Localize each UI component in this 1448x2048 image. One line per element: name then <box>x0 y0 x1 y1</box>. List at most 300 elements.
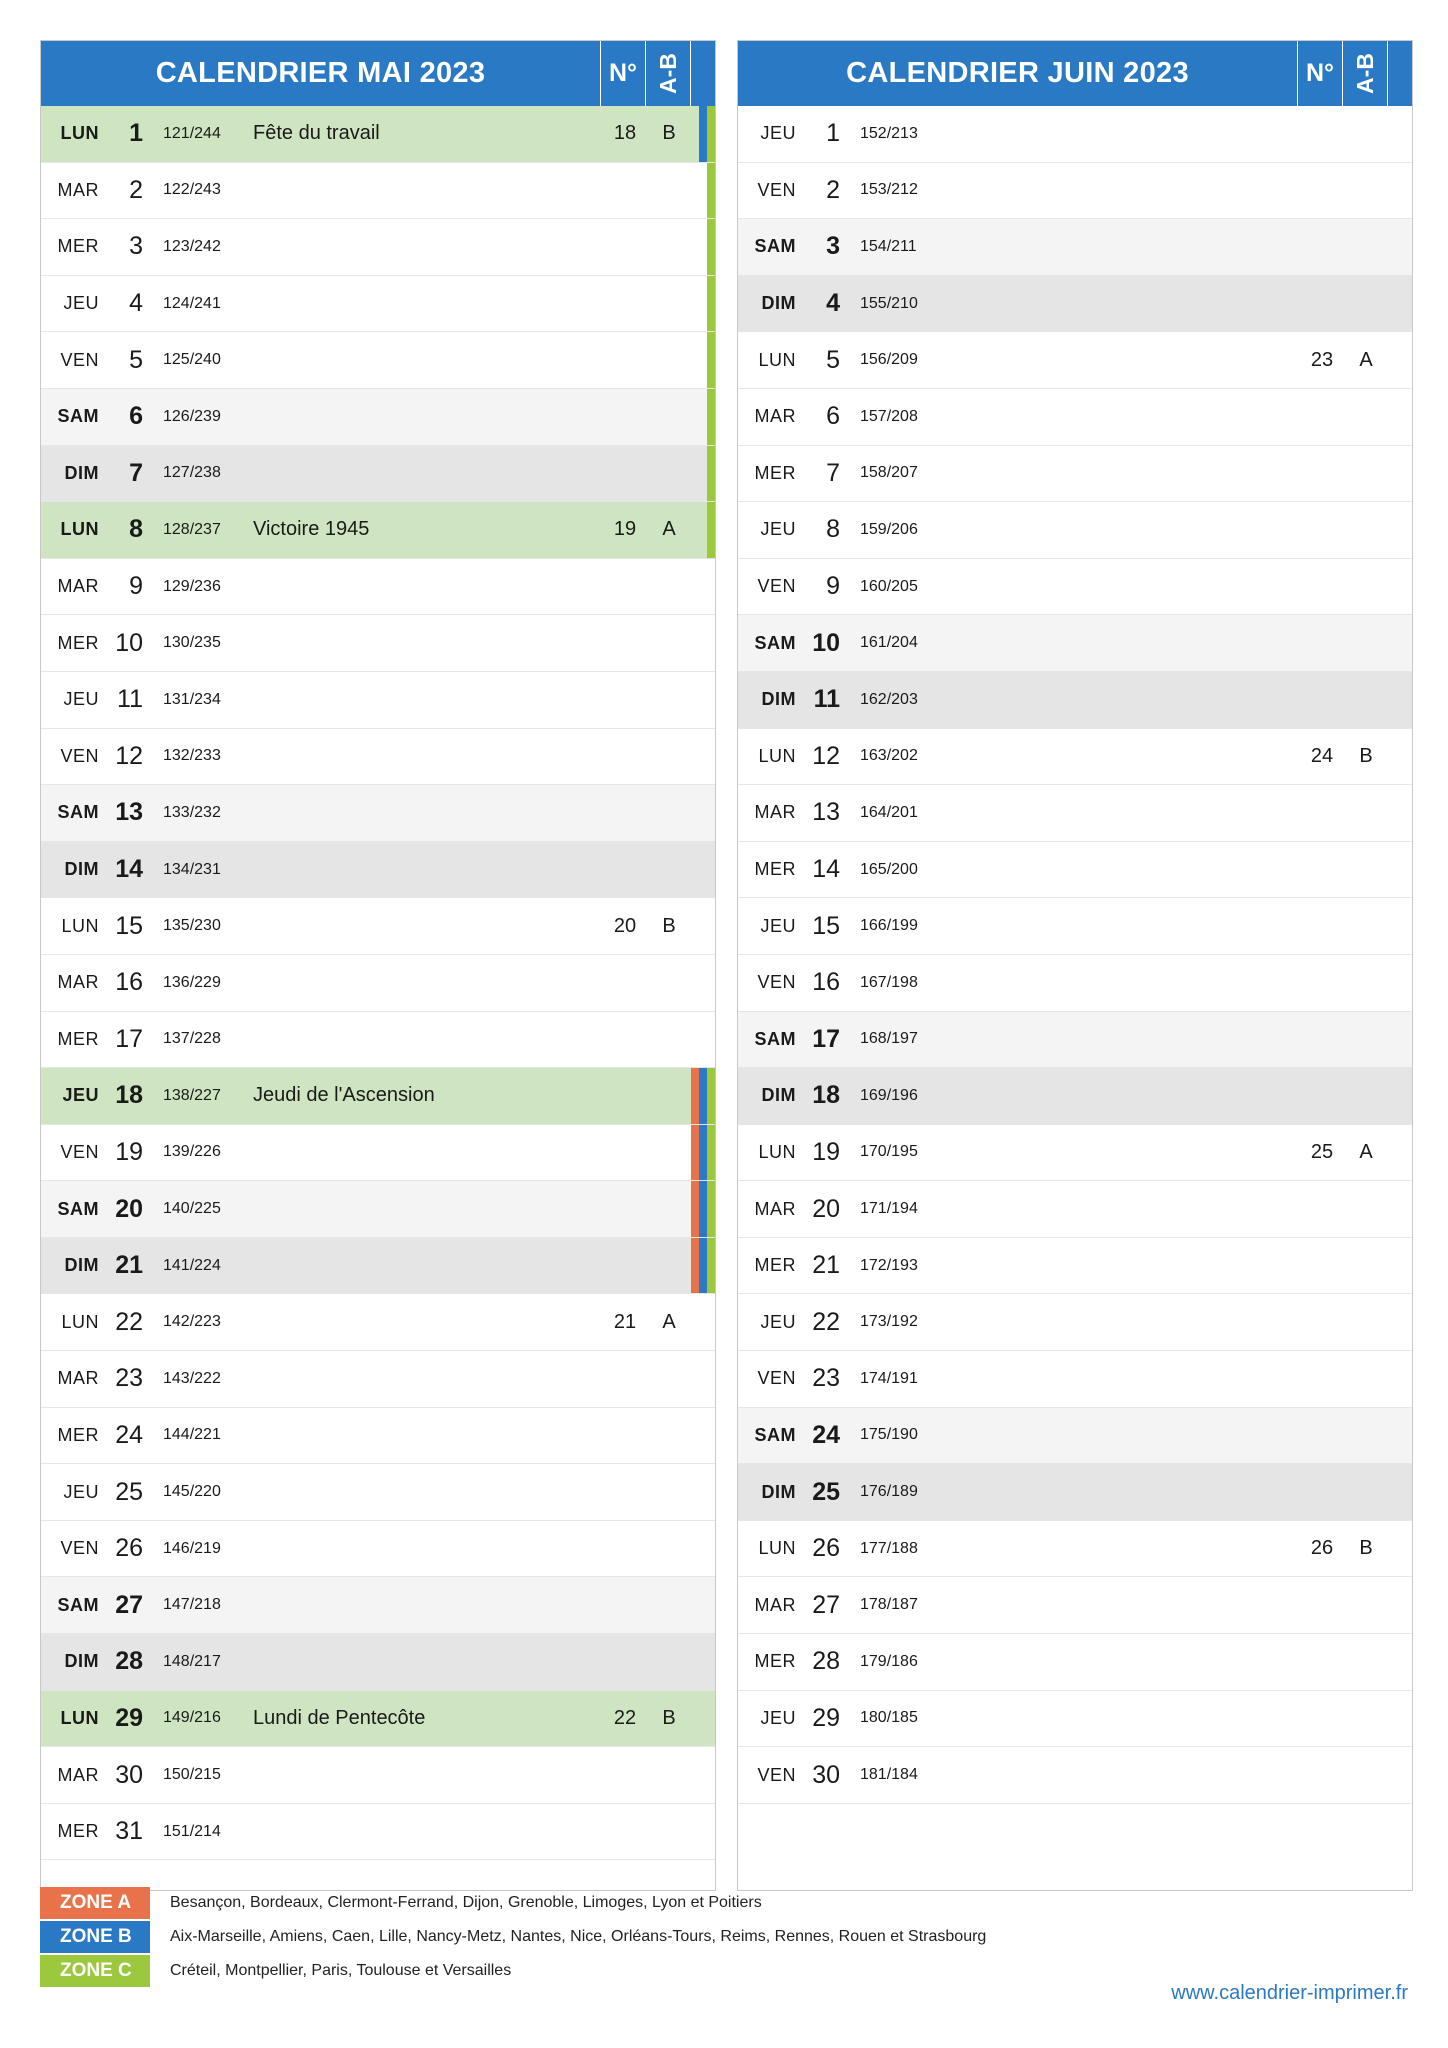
zone-c-badge: ZONE C <box>40 1955 150 1987</box>
calendar-title: CALENDRIER MAI 2023 <box>155 57 486 89</box>
school-holiday-zones <box>1388 1238 1412 1294</box>
day-of-week: DIM <box>761 293 796 314</box>
day-row <box>41 955 715 1012</box>
school-holiday-zones <box>1388 615 1412 671</box>
day-number: 7 <box>129 458 143 487</box>
day-of-year: 156/209 <box>860 351 918 369</box>
day-row <box>738 1238 1412 1295</box>
day-rows <box>41 106 715 1860</box>
school-holiday-zones <box>691 1238 715 1294</box>
day-number: 4 <box>826 289 840 318</box>
day-number: 3 <box>129 232 143 261</box>
day-number: 10 <box>115 628 143 657</box>
school-holiday-zones <box>691 1068 715 1124</box>
day-number: 4 <box>129 289 143 318</box>
day-row <box>41 615 715 672</box>
school-holiday-zones <box>691 106 715 162</box>
day-of-year: 121/244 <box>163 124 221 142</box>
school-holiday-zones <box>1388 1181 1412 1237</box>
zone-c-bar <box>707 1181 715 1237</box>
day-of-year: 181/184 <box>860 1766 918 1784</box>
day-of-week: JEU <box>63 293 99 314</box>
day-number: 13 <box>812 798 840 827</box>
day-row <box>738 502 1412 559</box>
day-of-year: 167/198 <box>860 973 918 991</box>
day-of-week: DIM <box>761 1085 796 1106</box>
school-holiday-zones <box>691 1691 715 1747</box>
day-of-week: JEU <box>63 1481 99 1502</box>
school-holiday-zones <box>691 389 715 445</box>
zone-c-bar <box>707 219 715 275</box>
zone-b-bar <box>699 1125 707 1181</box>
school-holiday-zones <box>1388 672 1412 728</box>
week-ab: A <box>1359 348 1373 371</box>
day-row <box>738 1521 1412 1578</box>
day-of-week: JEU <box>760 1707 796 1728</box>
day-number: 22 <box>115 1307 143 1336</box>
day-of-year: 166/199 <box>860 917 918 935</box>
school-holiday-zones <box>1388 1012 1412 1068</box>
day-of-year: 130/235 <box>163 634 221 652</box>
day-of-week: MAR <box>57 1368 99 1389</box>
day-of-year: 128/237 <box>163 520 221 538</box>
day-of-week: MAR <box>57 1764 99 1785</box>
day-number: 21 <box>812 1251 840 1280</box>
week-number: 20 <box>613 914 637 937</box>
calendar-june <box>737 40 1413 1891</box>
school-holiday-zones <box>691 163 715 219</box>
school-holiday-zones <box>1388 1747 1412 1803</box>
week-number: 25 <box>1310 1140 1334 1163</box>
day-of-year: 169/196 <box>860 1086 918 1104</box>
day-of-year: 172/193 <box>860 1256 918 1274</box>
day-of-week: MAR <box>57 576 99 597</box>
legend-zone-a <box>40 1886 1408 1920</box>
school-holiday-zones <box>1388 1294 1412 1350</box>
day-of-year: 132/233 <box>163 747 221 765</box>
school-holiday-zones <box>1388 1464 1412 1520</box>
day-of-year: 141/224 <box>163 1256 221 1274</box>
day-of-year: 139/226 <box>163 1143 221 1161</box>
week-number: 26 <box>1310 1537 1334 1560</box>
day-row <box>41 1577 715 1634</box>
week-ab: B <box>662 122 676 145</box>
day-number: 8 <box>826 515 840 544</box>
week-number-header: N° <box>600 41 645 106</box>
day-of-week: LUN <box>758 1141 796 1162</box>
day-row <box>738 1408 1412 1465</box>
week-ab-header: A-B <box>645 41 691 106</box>
school-holiday-zones <box>691 1747 715 1803</box>
day-row <box>41 672 715 729</box>
zone-a-badge: ZONE A <box>40 1887 150 1919</box>
zone-b-bar <box>699 1068 707 1124</box>
day-number: 19 <box>115 1137 143 1166</box>
day-of-week: VEN <box>757 179 796 200</box>
day-of-year: 160/205 <box>860 577 918 595</box>
zone-c-bar <box>707 1238 715 1294</box>
school-holiday-zones <box>1388 955 1412 1011</box>
legend-zone-b <box>40 1920 1408 1954</box>
website-link[interactable]: www.calendrier-imprimer.fr <box>1171 1982 1408 2004</box>
school-holiday-zones <box>691 785 715 841</box>
day-of-year: 137/228 <box>163 1030 221 1048</box>
day-number: 13 <box>115 798 143 827</box>
school-holiday-zones <box>1388 332 1412 388</box>
day-of-week: DIM <box>761 1481 796 1502</box>
school-holiday-zones <box>1388 219 1412 275</box>
day-row <box>41 1691 715 1748</box>
day-of-week: SAM <box>57 406 99 427</box>
day-row <box>41 1521 715 1578</box>
day-of-year: 127/238 <box>163 464 221 482</box>
day-row <box>41 1181 715 1238</box>
day-of-year: 136/229 <box>163 973 221 991</box>
week-ab: B <box>1359 744 1373 767</box>
week-ab: B <box>662 914 676 937</box>
school-holiday-zones <box>1388 276 1412 332</box>
day-row <box>41 1012 715 1069</box>
day-of-week: SAM <box>754 1028 796 1049</box>
day-of-week: MER <box>57 1424 99 1445</box>
day-number: 12 <box>115 741 143 770</box>
day-rows <box>738 106 1412 1804</box>
school-holiday-zones <box>691 1464 715 1520</box>
day-number: 18 <box>812 1081 840 1110</box>
day-of-week: LUN <box>60 519 99 540</box>
school-holiday-zones <box>691 332 715 388</box>
week-ab: B <box>662 1706 676 1729</box>
day-of-year: 168/197 <box>860 1030 918 1048</box>
day-number: 5 <box>826 345 840 374</box>
day-number: 27 <box>115 1590 143 1619</box>
day-of-week: VEN <box>757 576 796 597</box>
day-of-week: MER <box>57 236 99 257</box>
day-row <box>738 1691 1412 1748</box>
day-of-year: 180/185 <box>860 1709 918 1727</box>
day-of-year: 170/195 <box>860 1143 918 1161</box>
day-row <box>738 1294 1412 1351</box>
day-number: 24 <box>812 1420 840 1449</box>
day-row <box>738 898 1412 955</box>
zone-a-bar <box>691 1068 699 1124</box>
day-of-week: MER <box>57 632 99 653</box>
day-number: 9 <box>826 572 840 601</box>
day-number: 26 <box>812 1534 840 1563</box>
day-number: 23 <box>115 1364 143 1393</box>
day-row <box>738 163 1412 220</box>
zone-stripe-header <box>1388 41 1412 106</box>
day-row <box>738 276 1412 333</box>
day-of-year: 171/194 <box>860 1200 918 1218</box>
week-ab-header: A-B <box>1342 41 1388 106</box>
week-number: 21 <box>613 1310 637 1333</box>
day-number: 28 <box>115 1647 143 1676</box>
day-of-year: 173/192 <box>860 1313 918 1331</box>
day-row <box>738 1634 1412 1691</box>
day-of-year: 179/186 <box>860 1652 918 1670</box>
school-holiday-zones <box>691 559 715 615</box>
zone-c-bar <box>707 332 715 388</box>
day-number: 17 <box>115 1024 143 1053</box>
week-number-header: N° <box>1297 41 1342 106</box>
day-row <box>738 1577 1412 1634</box>
day-number: 28 <box>812 1647 840 1676</box>
day-of-week: LUN <box>61 915 99 936</box>
day-of-year: 142/223 <box>163 1313 221 1331</box>
day-row <box>738 729 1412 786</box>
day-row <box>41 502 715 559</box>
holiday-name: Victoire 1945 <box>253 518 370 541</box>
school-holiday-zones <box>1388 389 1412 445</box>
day-of-year: 158/207 <box>860 464 918 482</box>
zone-legend <box>40 1886 1408 1988</box>
day-row <box>41 1238 715 1295</box>
day-number: 17 <box>812 1024 840 1053</box>
day-of-year: 152/213 <box>860 124 918 142</box>
week-number: 24 <box>1310 744 1334 767</box>
day-row <box>41 1408 715 1465</box>
zone-b-bar <box>699 1238 707 1294</box>
day-row <box>738 1181 1412 1238</box>
day-row <box>41 1068 715 1125</box>
day-number: 30 <box>115 1760 143 1789</box>
day-row <box>41 842 715 899</box>
day-of-week: VEN <box>60 349 99 370</box>
week-number: 18 <box>613 122 637 145</box>
week-number: 23 <box>1310 348 1334 371</box>
school-holiday-zones <box>691 1634 715 1690</box>
day-of-year: 122/243 <box>163 181 221 199</box>
day-number: 29 <box>115 1703 143 1732</box>
zone-c-bar <box>707 1125 715 1181</box>
zone-c-bar <box>707 502 715 558</box>
school-holiday-zones <box>691 672 715 728</box>
school-holiday-zones <box>691 898 715 954</box>
day-row <box>41 1747 715 1804</box>
zone-c-bar <box>707 106 715 162</box>
holiday-name: Jeudi de l'Ascension <box>253 1084 435 1107</box>
zone-b-bar <box>699 106 707 162</box>
day-of-year: 126/239 <box>163 407 221 425</box>
day-of-week: DIM <box>761 689 796 710</box>
day-of-week: DIM <box>64 859 99 880</box>
day-number: 7 <box>826 458 840 487</box>
day-number: 6 <box>129 402 143 431</box>
day-of-week: MER <box>754 462 796 483</box>
day-of-year: 143/222 <box>163 1369 221 1387</box>
zone-a-cities: Besançon, Bordeaux, Clermont-Ferrand, Dijon, Grenoble, Limoges, Lyon et Poitiers <box>170 1894 762 1911</box>
school-holiday-zones <box>691 1181 715 1237</box>
day-number: 11 <box>813 685 840 714</box>
day-row <box>41 389 715 446</box>
school-holiday-zones <box>1388 1125 1412 1181</box>
day-number: 16 <box>115 968 143 997</box>
day-of-week: LUN <box>60 1707 99 1728</box>
day-of-year: 140/225 <box>163 1200 221 1218</box>
day-row <box>41 1464 715 1521</box>
day-of-year: 125/240 <box>163 351 221 369</box>
school-holiday-zones <box>1388 446 1412 502</box>
zone-c-bar <box>707 446 715 502</box>
zone-c-cities: Créteil, Montpellier, Paris, Toulouse et Versailles <box>170 1962 512 1979</box>
school-holiday-zones <box>691 1804 715 1860</box>
day-number: 26 <box>115 1534 143 1563</box>
day-row <box>41 219 715 276</box>
day-of-year: 157/208 <box>860 407 918 425</box>
zone-c-bar <box>707 276 715 332</box>
day-of-year: 123/242 <box>163 237 221 255</box>
day-of-week: MAR <box>754 802 796 823</box>
school-holiday-zones <box>1388 842 1412 898</box>
school-holiday-zones <box>1388 1691 1412 1747</box>
day-number: 21 <box>115 1251 143 1280</box>
day-number: 23 <box>812 1364 840 1393</box>
day-row <box>738 1068 1412 1125</box>
zone-c-bar <box>707 389 715 445</box>
day-of-week: MAR <box>57 972 99 993</box>
school-holiday-zones <box>1388 729 1412 785</box>
day-of-week: LUN <box>61 1311 99 1332</box>
day-of-week: JEU <box>63 689 99 710</box>
day-of-week: JEU <box>760 519 796 540</box>
school-holiday-zones <box>1388 1577 1412 1633</box>
zone-b-cities: Aix-Marseille, Amiens, Caen, Lille, Nancy-Metz, Nantes, Nice, Orléans-Tours, Reims, Rennes, Rouen et Strasbourg <box>170 1928 987 1945</box>
day-of-week: SAM <box>57 1198 99 1219</box>
school-holiday-zones <box>691 1577 715 1633</box>
day-of-year: 165/200 <box>860 860 918 878</box>
day-of-year: 146/219 <box>163 1539 221 1557</box>
day-row <box>41 276 715 333</box>
calendar-header <box>41 41 715 106</box>
day-number: 15 <box>812 911 840 940</box>
day-of-year: 154/211 <box>860 237 917 255</box>
day-row <box>41 559 715 616</box>
day-of-week: LUN <box>758 349 796 370</box>
day-of-year: 155/210 <box>860 294 918 312</box>
school-holiday-zones <box>691 446 715 502</box>
day-of-week: LUN <box>60 123 99 144</box>
zone-b-badge: ZONE B <box>40 1921 150 1953</box>
day-number: 8 <box>129 515 143 544</box>
zone-a-bar <box>691 1181 699 1237</box>
school-holiday-zones <box>1388 898 1412 954</box>
day-number: 1 <box>129 119 143 148</box>
day-of-week: SAM <box>754 236 796 257</box>
day-of-year: 149/216 <box>163 1709 221 1727</box>
zone-stripe-header <box>691 41 715 106</box>
week-ab: A <box>662 1310 676 1333</box>
zone-c-bar <box>707 1068 715 1124</box>
day-row <box>41 332 715 389</box>
day-of-week: MER <box>754 1255 796 1276</box>
school-holiday-zones <box>1388 106 1412 162</box>
day-of-year: 135/230 <box>163 917 221 935</box>
school-holiday-zones <box>691 1012 715 1068</box>
day-number: 29 <box>812 1703 840 1732</box>
day-row <box>41 898 715 955</box>
day-row <box>41 729 715 786</box>
day-of-week: VEN <box>60 1538 99 1559</box>
day-of-week: SAM <box>57 1594 99 1615</box>
day-number: 5 <box>129 345 143 374</box>
day-number: 20 <box>115 1194 143 1223</box>
calendar-title: CALENDRIER JUIN 2023 <box>846 57 1189 89</box>
day-of-year: 163/202 <box>860 747 918 765</box>
day-row <box>738 446 1412 503</box>
day-number: 3 <box>826 232 840 261</box>
day-of-week: MAR <box>754 1198 796 1219</box>
day-number: 25 <box>812 1477 840 1506</box>
day-row <box>738 955 1412 1012</box>
day-of-year: 150/215 <box>163 1766 221 1784</box>
school-holiday-zones <box>691 502 715 558</box>
day-of-year: 178/187 <box>860 1596 918 1614</box>
holiday-name: Lundi de Pentecôte <box>253 1706 426 1729</box>
day-row <box>738 332 1412 389</box>
day-row <box>41 1804 715 1861</box>
zone-b-bar <box>699 1181 707 1237</box>
day-number: 2 <box>129 175 143 204</box>
day-number: 6 <box>826 402 840 431</box>
school-holiday-zones <box>691 729 715 785</box>
school-holiday-zones <box>1388 502 1412 558</box>
day-of-year: 124/241 <box>163 294 221 312</box>
day-of-year: 134/231 <box>163 860 221 878</box>
day-of-week: JEU <box>760 1311 796 1332</box>
day-row <box>738 1125 1412 1182</box>
day-of-year: 159/206 <box>860 520 918 538</box>
school-holiday-zones <box>1388 1634 1412 1690</box>
school-holiday-zones <box>691 219 715 275</box>
school-holiday-zones <box>691 1125 715 1181</box>
day-number: 15 <box>115 911 143 940</box>
day-of-week: MER <box>57 1028 99 1049</box>
day-of-year: 131/234 <box>163 690 221 708</box>
day-number: 19 <box>812 1137 840 1166</box>
day-row <box>41 1125 715 1182</box>
day-of-week: VEN <box>757 1368 796 1389</box>
day-row <box>738 1747 1412 1804</box>
day-of-year: 162/203 <box>860 690 918 708</box>
day-of-year: 129/236 <box>163 577 221 595</box>
day-row <box>738 1464 1412 1521</box>
day-of-week: MAR <box>754 1594 796 1615</box>
day-number: 30 <box>812 1760 840 1789</box>
day-of-week: MER <box>754 1651 796 1672</box>
school-holiday-zones <box>691 1521 715 1577</box>
day-row <box>41 163 715 220</box>
day-row <box>738 842 1412 899</box>
day-row <box>738 219 1412 276</box>
day-of-week: SAM <box>754 632 796 653</box>
school-holiday-zones <box>1388 785 1412 841</box>
day-number: 12 <box>812 741 840 770</box>
day-row <box>738 106 1412 163</box>
calendar-header <box>738 41 1412 106</box>
day-of-year: 153/212 <box>860 181 918 199</box>
school-holiday-zones <box>691 842 715 898</box>
day-of-year: 138/227 <box>163 1086 221 1104</box>
day-number: 20 <box>812 1194 840 1223</box>
day-of-week: JEU <box>62 1085 99 1106</box>
day-number: 16 <box>812 968 840 997</box>
day-of-week: DIM <box>64 1651 99 1672</box>
day-of-year: 145/220 <box>163 1483 221 1501</box>
day-row <box>738 615 1412 672</box>
day-of-week: MER <box>57 1821 99 1842</box>
day-of-week: VEN <box>60 745 99 766</box>
